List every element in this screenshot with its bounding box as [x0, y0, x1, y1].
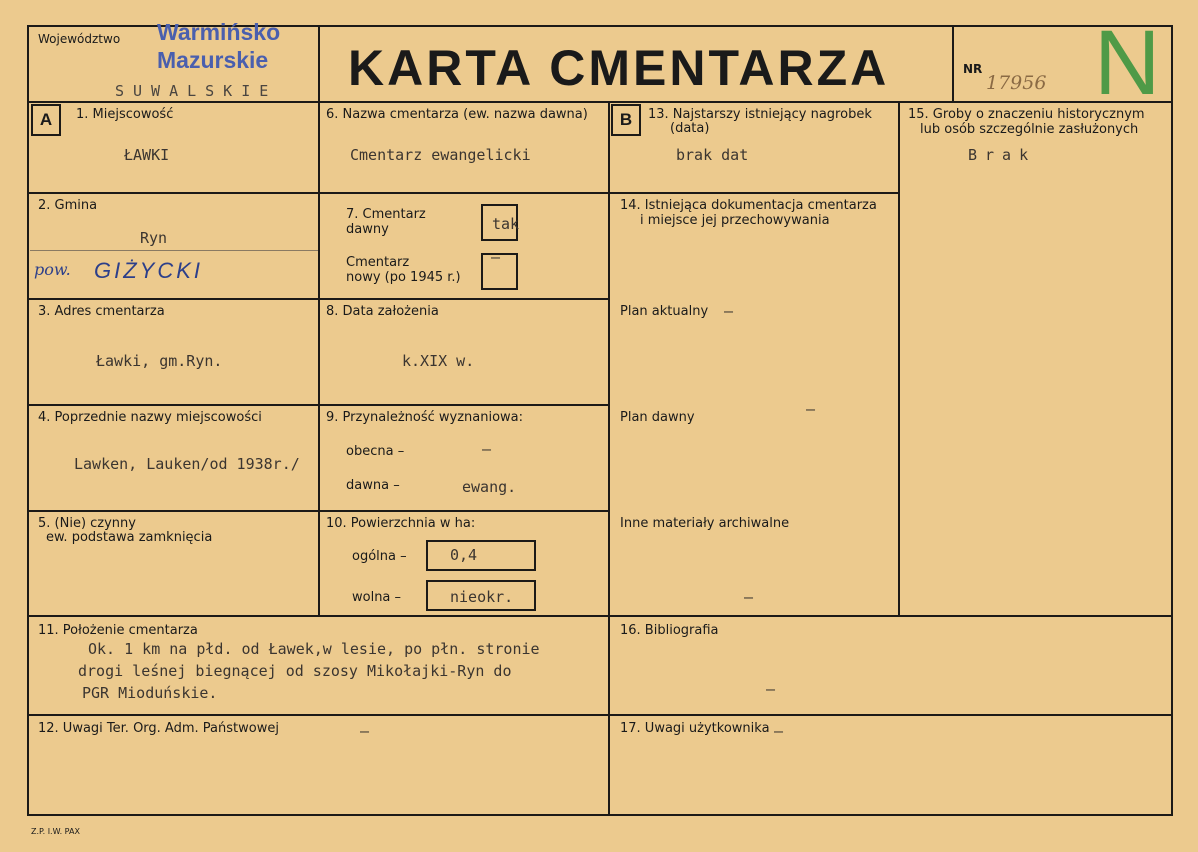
nr-label: NR [963, 62, 983, 76]
inne-label: Inne materiały archiwalne [620, 516, 790, 531]
pow-prefix: pow. [34, 260, 71, 279]
field-10-wolna-label: wolna – [352, 590, 402, 605]
col-divider-3 [898, 101, 900, 615]
nr-divider [952, 25, 954, 103]
field-4-value: Lawken, Lauken/od 1938r./ [74, 455, 300, 473]
stamp-old-region: SUWALSKIE [115, 82, 278, 100]
stamp-line2: Mazurskie [157, 47, 269, 73]
field-10-ogolna-box [426, 540, 536, 571]
plan-dawny-label: Plan dawny [620, 410, 695, 425]
nr-value: 17956 [986, 72, 1047, 94]
printer-mark: Z.P. I.W. PAX [31, 827, 80, 836]
gmina-thin-line [30, 250, 318, 251]
field-9-obecna-value: – [482, 440, 492, 458]
field-15-label2: lub osób szczególnie zasłużonych [920, 122, 1139, 137]
row-line-5 [27, 615, 1173, 617]
field-12-value: – [360, 722, 370, 740]
field-14-label2: i miejsce jej przechowywania [640, 213, 830, 228]
row-line-6 [27, 714, 1173, 716]
field-10-ogolna-label: ogólna – [352, 549, 407, 564]
field-15-label1: 15. Groby o znaczeniu historycznym [908, 107, 1145, 122]
field-17-value: – [774, 722, 784, 740]
wojewodztwo-label: Województwo [38, 32, 121, 46]
green-letter: N [1094, 12, 1161, 114]
page-title: KARTA CMENTARZA [348, 40, 890, 96]
field-10-label: 10. Powierzchnia w ha: [326, 516, 476, 531]
field-8-value: k.XIX w. [402, 352, 475, 370]
field-2-value: Ryn [140, 229, 168, 247]
field-13-value: brak dat [676, 146, 749, 164]
field-9-dawna-value: ewang. [462, 478, 517, 496]
field-7-label-a2: dawny [346, 222, 389, 237]
field-9-label: 9. Przynależność wyznaniowa: [326, 410, 524, 425]
field-14-label1: 14. Istniejąca dokumentacja cmentarza [620, 198, 877, 213]
frame-left [27, 25, 29, 816]
row-line-4 [27, 510, 610, 512]
field-3-value: Ławki, gm.Ryn. [96, 352, 223, 370]
field-12-label: 12. Uwagi Ter. Org. Adm. Państwowej [38, 721, 279, 736]
field-11-label: 11. Położenie cmentarza [38, 623, 198, 638]
row-line-1 [27, 192, 610, 194]
field-13-label1: 13. Najstarszy istniejący nagrobek [648, 107, 872, 122]
section-a-box: A [31, 104, 61, 136]
plan-aktualny-value: – [724, 302, 734, 320]
stamp-line1: Warmińsko [157, 19, 281, 45]
field-5-label2: ew. podstawa zamknięcia [46, 530, 213, 545]
field-7-label-a1: 7. Cmentarz [346, 207, 426, 222]
col-divider-2 [608, 101, 610, 814]
plan-aktualny-label: Plan aktualny [620, 304, 709, 319]
frame-right [1171, 25, 1173, 816]
field-7-label-b1: Cmentarz [346, 255, 410, 270]
field-16-value: – [766, 680, 776, 698]
field-11-line3: PGR Mioduńskie. [82, 684, 218, 702]
field-8-label: 8. Data założenia [326, 304, 439, 319]
field-9-obecna-label: obecna – [346, 444, 405, 459]
field-7-value-a: tak [492, 215, 520, 233]
field-13-label2: (data) [670, 121, 710, 136]
field-17-label: 17. Uwagi użytkownika [620, 721, 770, 736]
field-7-value-b: – [491, 248, 501, 266]
field-10-wolna-value: nieokr. [450, 588, 514, 606]
field-6-value: Cmentarz ewangelicki [350, 146, 531, 164]
field-10-ogolna-value: 0,4 [450, 546, 478, 564]
field-2-label: 2. Gmina [38, 198, 98, 213]
field-1-value: ŁAWKI [124, 146, 170, 164]
frame-bottom [27, 814, 1173, 816]
field-6-label: 6. Nazwa cmentarza (ew. nazwa dawna) [326, 107, 588, 122]
inne-value: – [744, 588, 754, 606]
field-4-label: 4. Poprzednie nazwy miejscowości [38, 410, 262, 425]
field-11-line1: Ok. 1 km na płd. od Ławek,w lesie, po płn. stronie [88, 640, 540, 658]
header-divider [27, 101, 1173, 103]
section-b-box: B [611, 104, 641, 136]
pow-value: GIŻYCKI [94, 258, 204, 283]
field-1-label: 1. Miejscowość [76, 107, 174, 122]
field-3-label: 3. Adres cmentarza [38, 304, 165, 319]
field-5-label: 5. (Nie) czynny [38, 516, 136, 531]
field-9-dawna-label: dawna – [346, 478, 400, 493]
field-7-label-b2: nowy (po 1945 r.) [346, 270, 461, 285]
field-16-label: 16. Bibliografia [620, 623, 719, 638]
field-11-line2: drogi leśnej biegnącej od szosy Mikołajki-Ryn do [78, 662, 512, 680]
col-divider-1 [318, 25, 320, 615]
field-15-value: Brak [968, 146, 1037, 164]
plan-dawny-value: – [806, 400, 816, 418]
b-row-line-1 [608, 192, 898, 194]
row-line-2 [27, 298, 610, 300]
row-line-3 [27, 404, 610, 406]
